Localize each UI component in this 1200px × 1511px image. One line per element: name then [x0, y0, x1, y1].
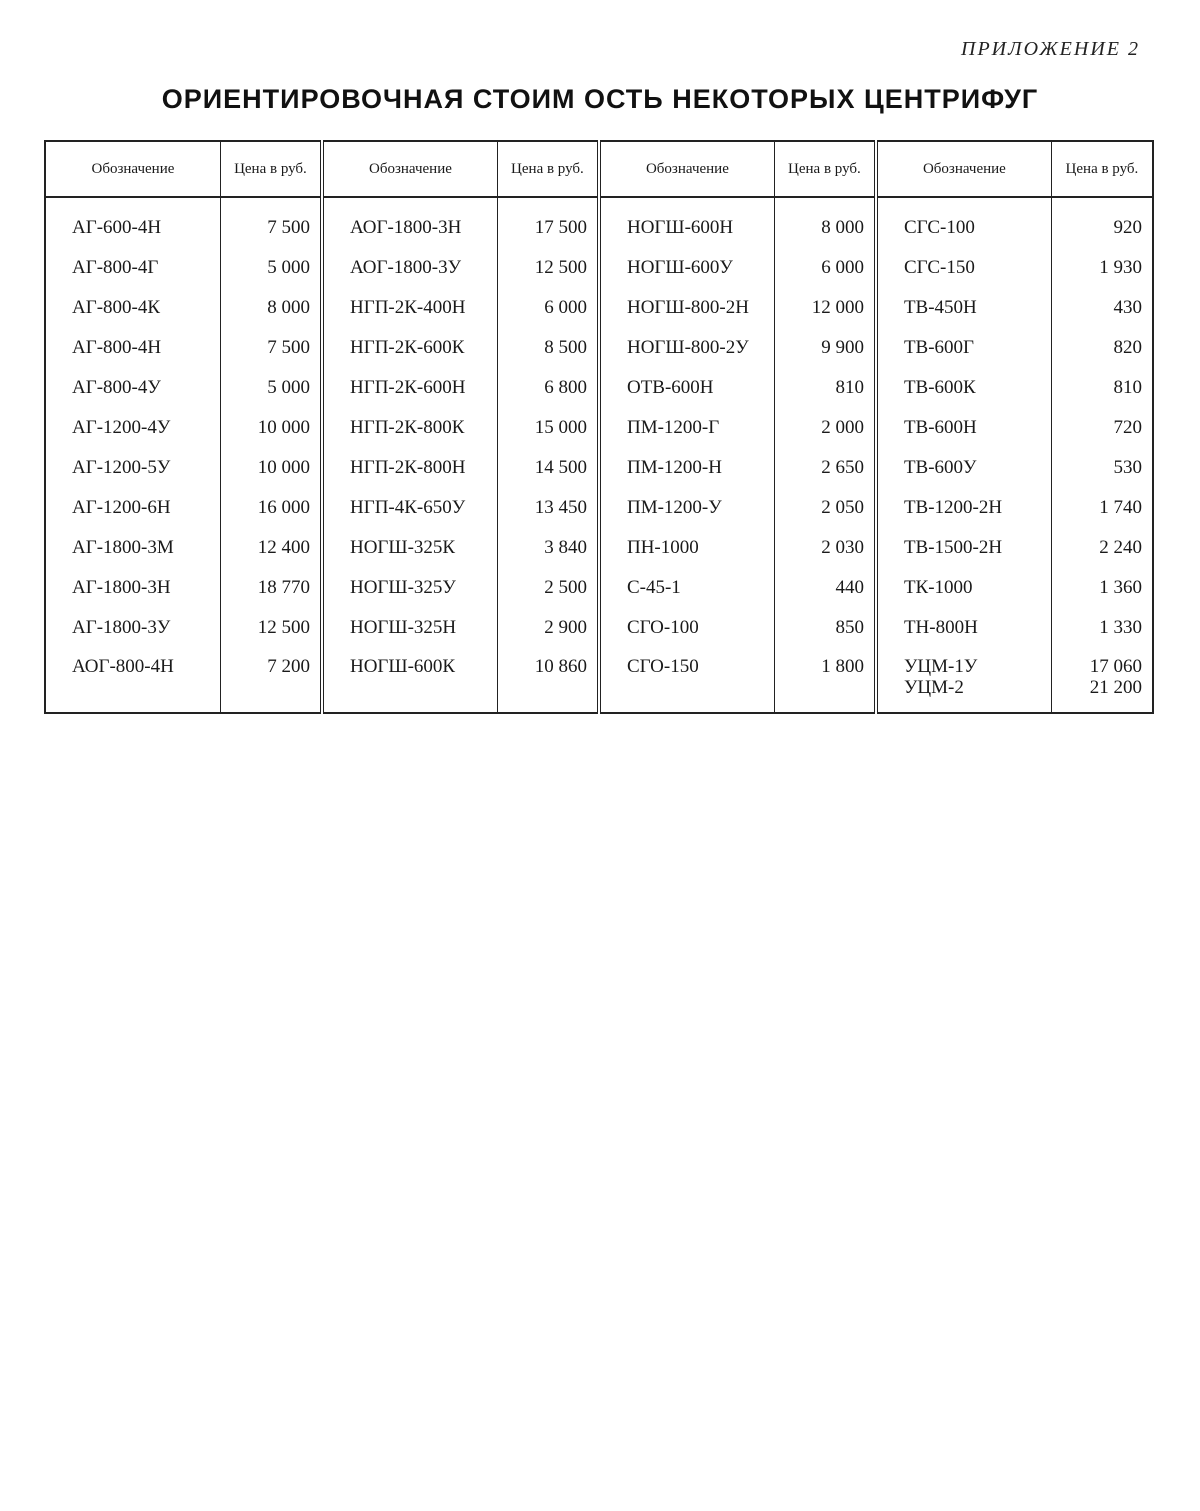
price-cell: 7 500 — [220, 328, 322, 368]
appendix-label: ПРИЛОЖЕНИЕ 2 — [961, 38, 1140, 60]
price-cell: 2 900 — [497, 608, 599, 648]
designation-cell: НОГШ-600К — [322, 648, 497, 713]
table-row — [45, 197, 1153, 248]
designation-cell: АОГ-1800-3У — [322, 248, 497, 288]
designation-cell: ПМ-1200-Н — [599, 448, 774, 488]
price-cell: 2 050 — [774, 488, 876, 528]
designation-cell: НОГШ-600У — [599, 248, 774, 288]
designation-cell: АГ-800-4Г — [45, 248, 220, 288]
designation-cell: ТВ-600У — [876, 448, 1051, 488]
designation-cell: НОГШ-600Н — [599, 197, 774, 248]
price-cell: 2 030 — [774, 528, 876, 568]
page-title: ОРИЕНТИРОВОЧНАЯ СТОИМ ОСТЬ НЕКОТОРЫХ ЦЕНТРИФУГ — [161, 84, 1039, 114]
price-cell: 440 — [774, 568, 876, 608]
price-cell: 10 860 — [497, 648, 599, 713]
price-cell: 6 000 — [774, 248, 876, 288]
column-header-price: Цена в руб. — [497, 141, 599, 197]
price-cell: 820 — [1051, 328, 1153, 368]
table-row — [45, 248, 1153, 288]
price-cell: 12 400 — [220, 528, 322, 568]
price-cell: 13 450 — [497, 488, 599, 528]
designation-cell: ТВ-1200-2Н — [876, 488, 1051, 528]
designation-cell: НОГШ-325Н — [322, 608, 497, 648]
designation-cell: ТВ-450Н — [876, 288, 1051, 328]
table-row — [45, 328, 1153, 368]
price-cell: 10 000 — [220, 448, 322, 488]
price-cell: 2 650 — [774, 448, 876, 488]
designation-cell: НОГШ-325К — [322, 528, 497, 568]
designation-cell: ТК-1000 — [876, 568, 1051, 608]
designation-cell: НГП-2К-800Н — [322, 448, 497, 488]
table-row — [45, 288, 1153, 328]
price-cell: 1 740 — [1051, 488, 1153, 528]
price-cell: 8 500 — [497, 328, 599, 368]
price-cell: 7 200 — [220, 648, 322, 713]
price-cell: 18 770 — [220, 568, 322, 608]
price-cell: 1 800 — [774, 648, 876, 713]
designation-cell: ПН-1000 — [599, 528, 774, 568]
price-cell: 2 000 — [774, 408, 876, 448]
column-header-price: Цена в руб. — [1051, 141, 1153, 197]
designation-cell-line: УЦМ-2 — [903, 677, 964, 698]
column-header-name: Обозначение — [876, 141, 1051, 197]
designation-cell: НГП-2К-600К — [322, 328, 497, 368]
table-row — [45, 368, 1153, 408]
price-cell: 6 000 — [497, 288, 599, 328]
designation-cell: АГ-800-4У — [45, 368, 220, 408]
table-row — [45, 448, 1153, 488]
designation-cell: ТВ-1500-2Н — [876, 528, 1051, 568]
price-cell: 810 — [1051, 368, 1153, 408]
price-cell: 6 800 — [497, 368, 599, 408]
designation-cell: НГП-2К-600Н — [322, 368, 497, 408]
price-cell: 530 — [1051, 448, 1153, 488]
designation-cell: АГ-1800-3М — [45, 528, 220, 568]
designation-cell: ТВ-600Г — [876, 328, 1051, 368]
table-row — [45, 608, 1153, 648]
designation-cell: НГП-2К-800К — [322, 408, 497, 448]
designation-cell: АГ-800-4Н — [45, 328, 220, 368]
price-cell: 16 000 — [220, 488, 322, 528]
designation-cell: ТВ-600Н — [876, 408, 1051, 448]
designation-cell: НОГШ-325У — [322, 568, 497, 608]
price-cell: 810 — [774, 368, 876, 408]
price-cell: 9 900 — [774, 328, 876, 368]
price-cell: 15 000 — [497, 408, 599, 448]
table-body — [45, 197, 1153, 713]
price-cell: 720 — [1051, 408, 1153, 448]
price-cell — [1051, 648, 1153, 713]
designation-cell: АГ-1800-3Н — [45, 568, 220, 608]
designation-cell: НГП-2К-400Н — [322, 288, 497, 328]
designation-cell: ПМ-1200-У — [599, 488, 774, 528]
price-cell: 2 500 — [497, 568, 599, 608]
designation-cell: АГ-1200-4У — [45, 408, 220, 448]
designation-cell: ТН-800Н — [876, 608, 1051, 648]
column-header-name: Обозначение — [599, 141, 774, 197]
designation-cell: НОГШ-800-2У — [599, 328, 774, 368]
price-cell: 7 500 — [220, 197, 322, 248]
designation-cell: СГС-100 — [876, 197, 1051, 248]
designation-cell: СГО-100 — [599, 608, 774, 648]
designation-cell: ТВ-600К — [876, 368, 1051, 408]
price-table — [44, 140, 1154, 714]
table-row — [45, 408, 1153, 448]
designation-cell: СГС-150 — [876, 248, 1051, 288]
designation-cell: НОГШ-800-2Н — [599, 288, 774, 328]
designation-cell: АГ-800-4К — [45, 288, 220, 328]
price-cell: 1 930 — [1051, 248, 1153, 288]
designation-cell: С-45-1 — [599, 568, 774, 608]
column-header-name: Обозначение — [45, 141, 220, 197]
designation-cell-line: УЦМ-1У — [903, 656, 978, 677]
designation-cell: ПМ-1200-Г — [599, 408, 774, 448]
price-cell: 14 500 — [497, 448, 599, 488]
column-header-price: Цена в руб. — [774, 141, 876, 197]
table-row — [45, 568, 1153, 608]
price-cell: 17 500 — [497, 197, 599, 248]
table-row — [45, 528, 1153, 568]
designation-cell: ОТВ-600Н — [599, 368, 774, 408]
price-cell: 12 500 — [220, 608, 322, 648]
column-header-price: Цена в руб. — [220, 141, 322, 197]
price-cell: 2 240 — [1051, 528, 1153, 568]
price-cell: 1 360 — [1051, 568, 1153, 608]
price-cell: 12 500 — [497, 248, 599, 288]
designation-cell: АГ-600-4Н — [45, 197, 220, 248]
table-row — [45, 648, 1153, 713]
designation-cell: АГ-1200-6Н — [45, 488, 220, 528]
designation-cell — [876, 648, 1051, 713]
table-header-row — [45, 141, 1153, 197]
price-cell: 3 840 — [497, 528, 599, 568]
designation-cell: АОГ-800-4Н — [45, 648, 220, 713]
price-cell: 5 000 — [220, 368, 322, 408]
price-cell-line: 17 060 — [1089, 656, 1142, 677]
price-cell: 920 — [1051, 197, 1153, 248]
price-cell: 10 000 — [220, 408, 322, 448]
price-cell: 8 000 — [220, 288, 322, 328]
price-cell: 5 000 — [220, 248, 322, 288]
price-cell: 1 330 — [1051, 608, 1153, 648]
designation-cell: НГП-4К-650У — [322, 488, 497, 528]
designation-cell: АГ-1800-3У — [45, 608, 220, 648]
designation-cell: АОГ-1800-3Н — [322, 197, 497, 248]
price-cell: 850 — [774, 608, 876, 648]
table-row — [45, 488, 1153, 528]
price-cell: 12 000 — [774, 288, 876, 328]
column-header-name: Обозначение — [322, 141, 497, 197]
price-cell-line: 21 200 — [1089, 677, 1142, 698]
designation-cell: АГ-1200-5У — [45, 448, 220, 488]
price-cell: 430 — [1051, 288, 1153, 328]
price-cell: 8 000 — [774, 197, 876, 248]
designation-cell: СГО-150 — [599, 648, 774, 713]
